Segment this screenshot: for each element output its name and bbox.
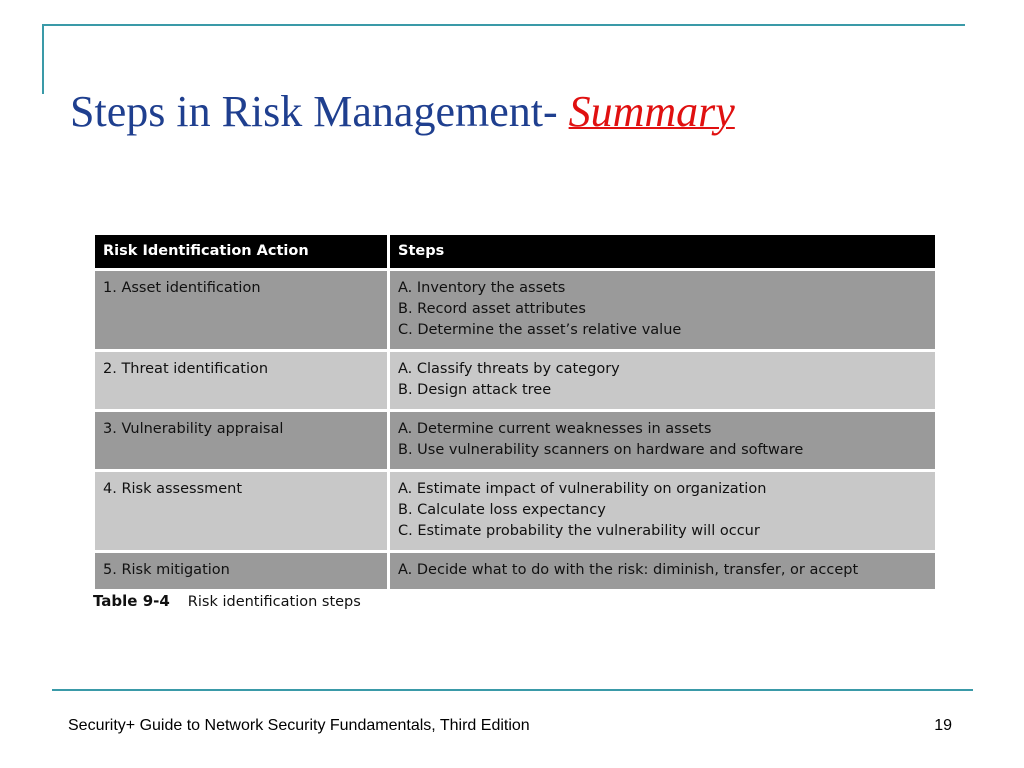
steps-cell: [389, 351, 937, 411]
caption-label: Table 9-4: [93, 592, 170, 610]
page-number: 19: [934, 717, 952, 734]
header-steps: Steps: [389, 234, 937, 270]
caption-text: Risk identification steps: [187, 594, 361, 610]
left-frame-rule: [42, 24, 44, 94]
table-row: [94, 270, 937, 351]
step-line: A. Classify threats by category: [398, 361, 620, 377]
steps-cell: [389, 270, 937, 351]
table-row: [94, 411, 937, 471]
footer-rule: [52, 689, 973, 691]
step-line: A. Estimate impact of vulnerability on organization: [398, 481, 767, 497]
step-line: A. Determine current weaknesses in assets: [398, 421, 712, 437]
action-cell: 1. Asset identification: [94, 270, 389, 351]
steps-cell: [389, 471, 937, 552]
table-row: [94, 471, 937, 552]
top-frame-rule: [42, 24, 965, 26]
risk-identification-table: [92, 232, 938, 592]
table-header-row: [94, 234, 937, 270]
step-line: B. Use vulnerability scanners on hardware and software: [398, 442, 804, 458]
steps-cell: [389, 411, 937, 471]
step-line: C. Determine the asset’s relative value: [398, 322, 682, 338]
title-accent: Summary: [568, 87, 735, 136]
footer-text: Security+ Guide to Network Security Fundamentals, Third Edition: [68, 717, 530, 734]
action-cell: 3. Vulnerability appraisal: [94, 411, 389, 471]
step-line: C. Estimate probability the vulnerability will occur: [398, 523, 760, 539]
step-line: A. Inventory the assets: [398, 280, 566, 296]
header-action: Risk Identification Action: [94, 234, 389, 270]
action-cell: 5. Risk mitigation: [94, 552, 389, 591]
step-line: B. Calculate loss expectancy: [398, 502, 606, 518]
slide-title: [70, 86, 735, 137]
table-row: [94, 351, 937, 411]
step-line: A. Decide what to do with the risk: diminish, transfer, or accept: [398, 562, 859, 578]
title-main: Steps in Risk Management-: [70, 87, 569, 136]
action-cell: 4. Risk assessment: [94, 471, 389, 552]
step-line: B. Record asset attributes: [398, 301, 586, 317]
action-cell: 2. Threat identification: [94, 351, 389, 411]
step-line: B. Design attack tree: [398, 382, 552, 398]
table-row: [94, 552, 937, 591]
table-caption: [93, 592, 361, 610]
steps-cell: [389, 552, 937, 591]
